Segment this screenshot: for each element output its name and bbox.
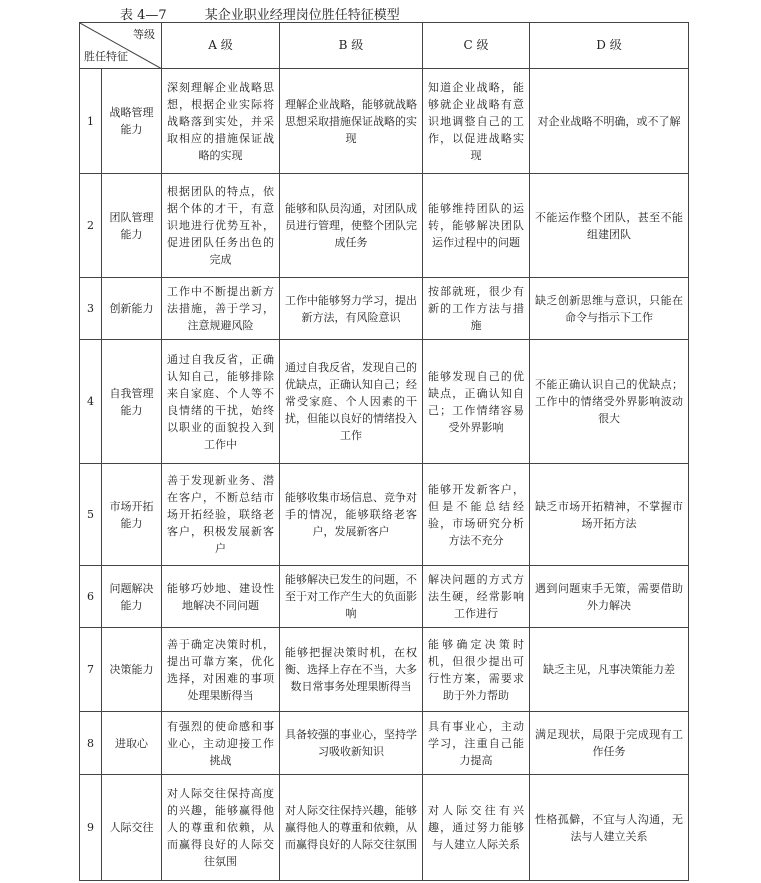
level-d-description: 满足现状，局限于完成现有工作任务 [530,712,689,775]
level-b-description: 能够解决已发生的问题，不至于对工作产生大的负面影响 [280,566,423,628]
level-d-description: 缺乏创新思维与意识，只能在命令与指示下工作 [530,278,689,340]
row-index: 6 [80,566,102,628]
table-number: 表 4—7 [120,8,167,23]
level-b-description: 能够把握决策时机，在权衡、选择上存在不当，大多数日常事务处理果断得当 [280,628,423,712]
table-row [80,775,689,881]
level-b-description: 通过自我反省，发现自己的优缺点，正确认知自己；经常受家庭、个人因素的干扰，但能以良好的情绪投入工作 [280,340,423,464]
table-row [80,566,689,628]
row-index: 5 [80,464,102,566]
level-c-description: 具有事业心，主动学习，注重自己能力提高 [423,712,530,775]
row-index: 7 [80,628,102,712]
level-d-description: 缺乏主见，凡事决策能力差 [530,628,689,712]
level-c-description: 能够开发新客户，但是不能总结经验，市场研究分析方法不充分 [423,464,530,566]
corner-label-competency: 胜任特征 [84,50,128,63]
table-header-row [80,23,689,69]
level-d-description: 不能正确认识自己的优缺点；工作中的情绪受外界影响波动很大 [530,340,689,464]
competency-name: 进取心 [102,712,162,775]
level-a-description: 善于确定决策时机，提出可靠方案，优化选择，对困难的事项处理果断得当 [162,628,280,712]
level-a-description: 有强烈的使命感和事业心，主动迎接工作挑战 [162,712,280,775]
level-a-description: 根据团队的特点，依据个体的才干，有意识地进行优势互补，促进团队任务出色的完成 [162,174,280,278]
table-row [80,340,689,464]
header-level-a: A 级 [162,23,280,69]
level-d-description: 遇到问题束手无策，需要借助外力解决 [530,566,689,628]
table-row [80,464,689,566]
level-c-description: 知道企业战略，能够就企业战略有意识地调整自己的工作，以促进战略实现 [423,69,530,174]
level-c-description: 能够确定决策时机，但很少提出可行性方案，需要求助于外力帮助 [423,628,530,712]
table-title: 某企业职业经理岗位胜任特征模型 [204,8,400,23]
header-level-b: B 级 [280,23,423,69]
level-d-description: 不能运作整个团队，甚至不能组建团队 [530,174,689,278]
competency-name: 问题解决能力 [102,566,162,628]
level-a-description: 善于发现新业务、潜在客户，不断总结市场开拓经验，联络老客户，积极发展新客户 [162,464,280,566]
level-a-description: 深刻理解企业战略思想，根据企业实际将战略落到实处，并采取相应的措施保证战略的实现 [162,69,280,174]
level-b-description: 对人际交往保持兴趣，能够赢得他人的尊重和依赖，从而赢得良好的人际交往氛围 [280,775,423,881]
row-index: 2 [80,174,102,278]
row-index: 9 [80,775,102,881]
corner-label-level: 等级 [133,28,155,41]
row-index: 4 [80,340,102,464]
level-c-description: 能够发现自己的优缺点，正确认知自己；工作情绪容易受外界影响 [423,340,530,464]
table-row [80,69,689,174]
level-c-description: 按部就班，很少有新的工作方法与措施 [423,278,530,340]
competency-name: 决策能力 [102,628,162,712]
header-level-c: C 级 [423,23,530,69]
level-a-description: 通过自我反省，正确认知自己，能够排除来自家庭、个人等不良情绪的干扰，始终以职业的面貌投入到工作中 [162,340,280,464]
level-c-description: 对人际交往有兴趣，通过努力能够与人建立人际关系 [423,775,530,881]
level-a-description: 工作中不断提出新方法措施，善于学习，注意规避风险 [162,278,280,340]
row-index: 3 [80,278,102,340]
level-b-description: 理解企业战略，能够就战略思想采取措施保证战略的实现 [280,69,423,174]
level-b-description: 能够和队员沟通，对团队成员进行管理，使整个团队完成任务 [280,174,423,278]
table-row [80,628,689,712]
competency-name: 人际交往 [102,775,162,881]
competency-name: 创新能力 [102,278,162,340]
row-index: 8 [80,712,102,775]
level-b-description: 能够收集市场信息、竞争对手的情况，能够联络老客户，发展新客户 [280,464,423,566]
level-d-description: 对企业战略不明确，或不了解 [530,69,689,174]
row-index: 1 [80,69,102,174]
competency-model-table [79,22,689,881]
level-c-description: 解决问题的方式方法生硬，经常影响工作进行 [423,566,530,628]
level-a-description: 对人际交往保持高度的兴趣，能够赢得他人的尊重和依赖，从而赢得良好的人际交往氛围 [162,775,280,881]
level-d-description: 性格孤僻，不宜与人沟通，无法与人建立关系 [530,775,689,881]
competency-name: 战略管理能力 [102,69,162,174]
table-row [80,278,689,340]
level-c-description: 能够维持团队的运转，能够解决团队运作过程中的问题 [423,174,530,278]
table-row [80,712,689,775]
header-level-d: D 级 [530,23,689,69]
level-a-description: 能够巧妙地、建设性地解决不同问题 [162,566,280,628]
competency-name: 团队管理能力 [102,174,162,278]
corner-header-cell [80,23,162,69]
level-b-description: 工作中能够努力学习，提出新方法，有风险意识 [280,278,423,340]
table-caption [120,4,400,23]
competency-name: 自我管理能力 [102,340,162,464]
level-b-description: 具备较强的事业心，坚持学习吸收新知识 [280,712,423,775]
table-row [80,174,689,278]
level-d-description: 缺乏市场开拓精神，不掌握市场开拓方法 [530,464,689,566]
competency-name: 市场开拓能力 [102,464,162,566]
